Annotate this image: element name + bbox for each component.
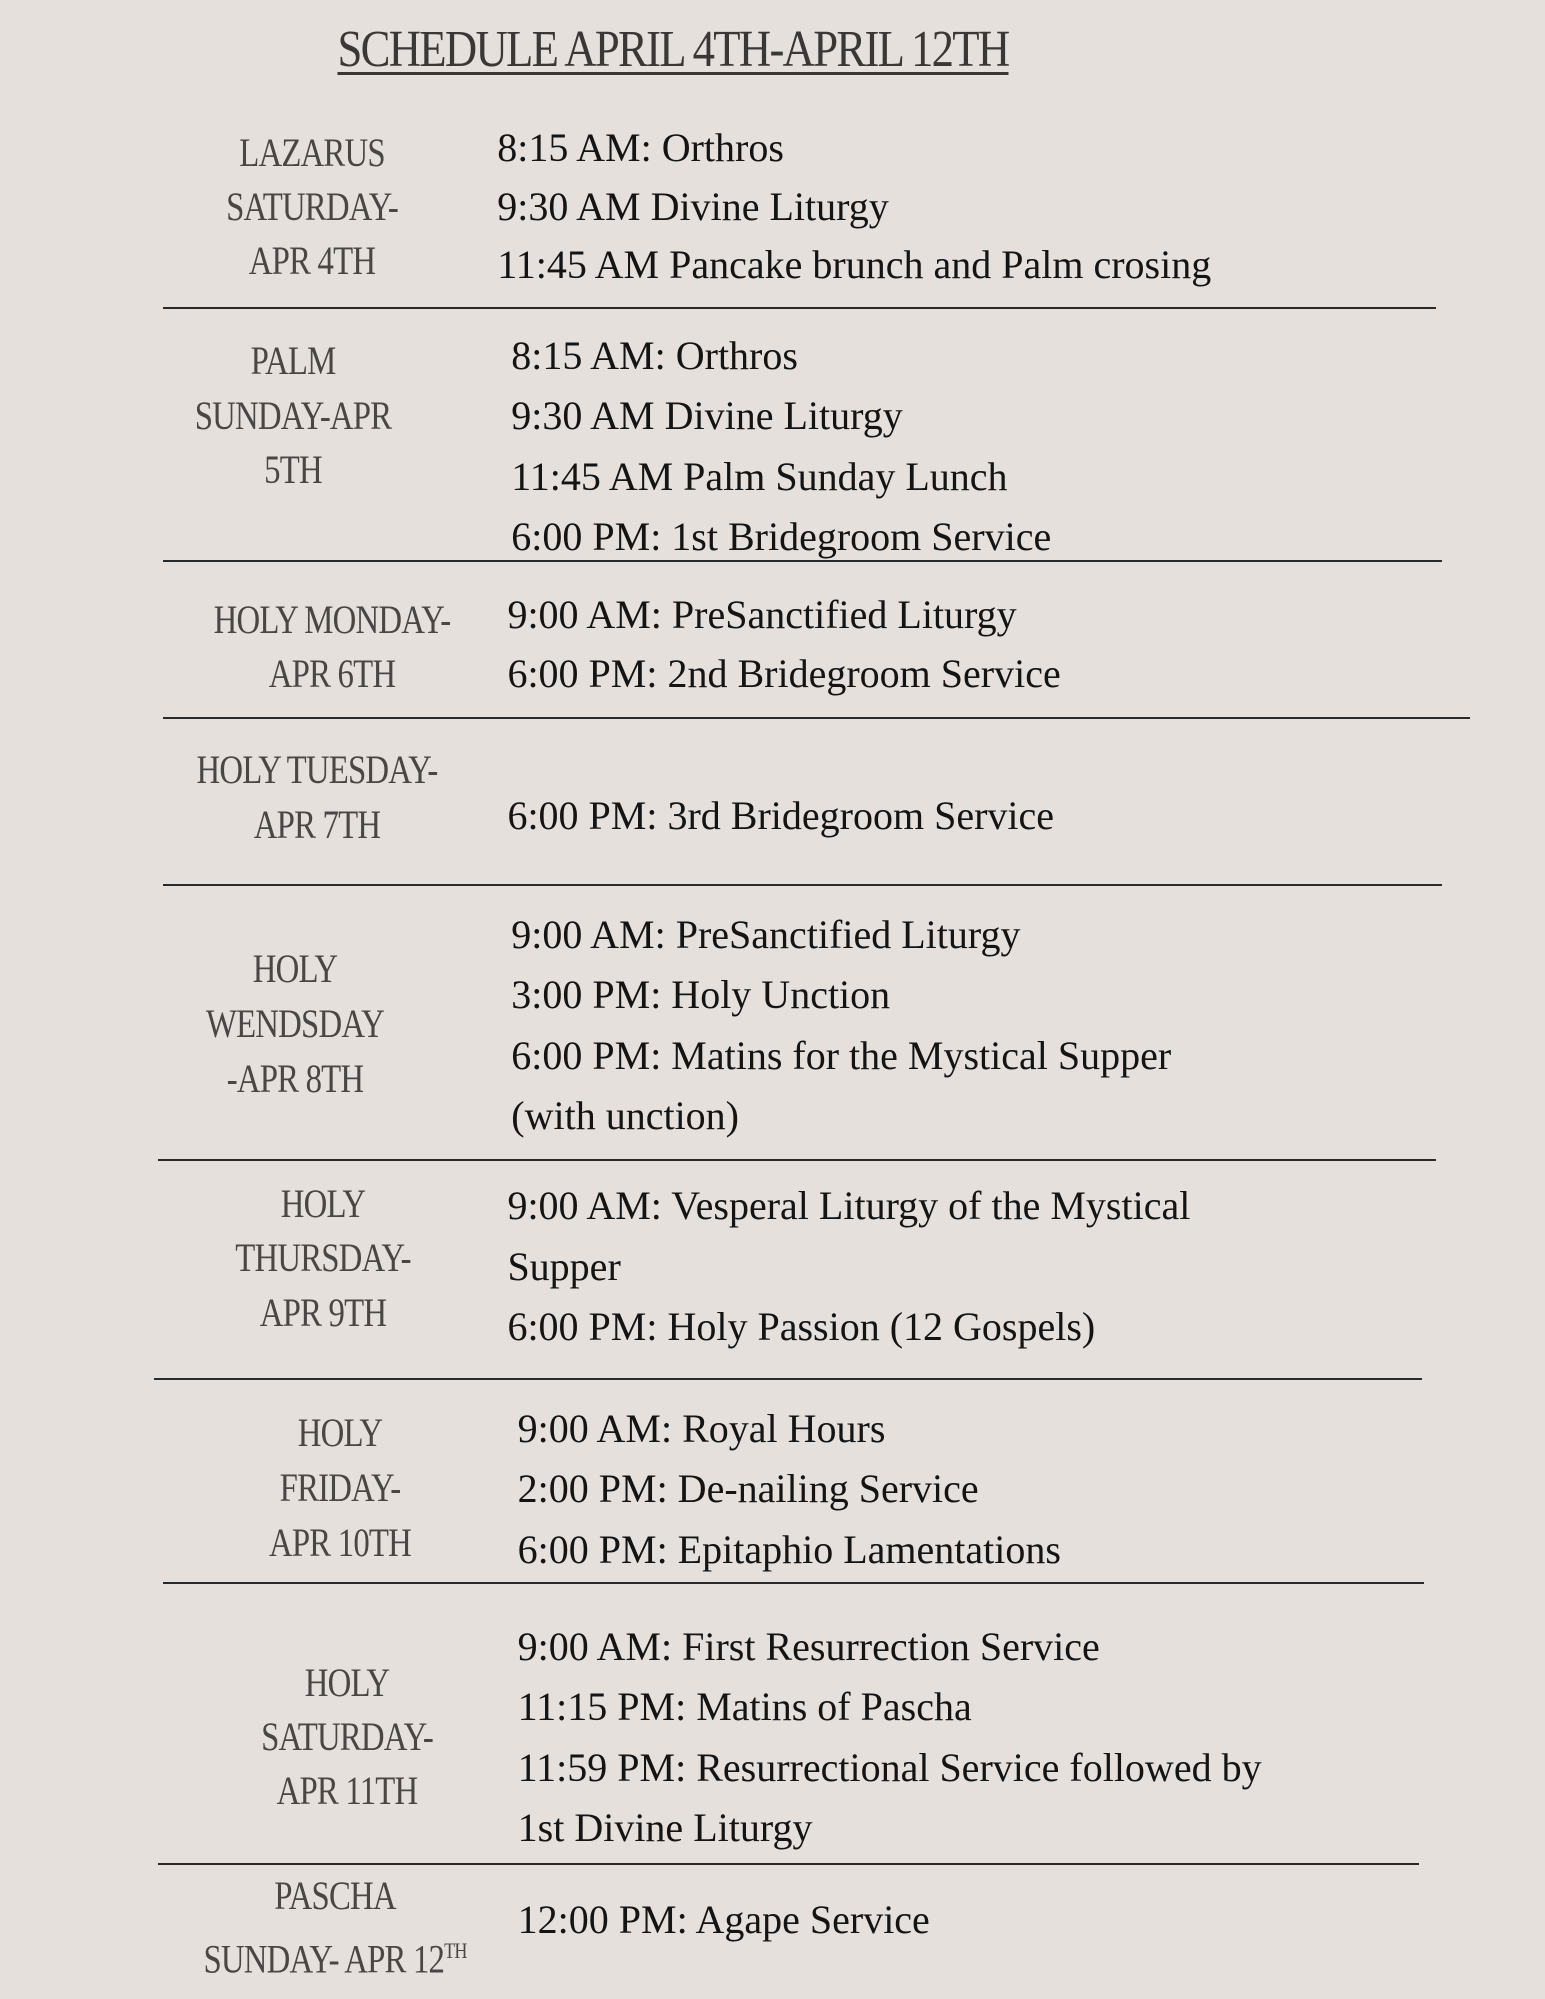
event-line: 6:00 PM: Matins for the Mystical Supper (511, 1032, 1172, 1078)
event-line: 11:59 PM: Resurrectional Service followed by (517, 1745, 1262, 1791)
day-label-text: HOLY MONDAY- (213, 596, 450, 642)
event-line: 9:00 AM: Royal Hours (517, 1406, 886, 1452)
section-divider (163, 717, 1470, 719)
day-label-line (261, 1713, 433, 1761)
day-label-line (195, 392, 392, 440)
day-label-text: APR 6TH (268, 651, 395, 697)
day-label-line (226, 1055, 362, 1103)
event-line: 9:00 AM: PreSanctified Liturgy (507, 591, 1017, 637)
day-label-text: HOLY (252, 946, 337, 991)
day-label-text: APR 4TH (249, 238, 376, 284)
event-line: 11:15 PM: Matins of Pascha (517, 1684, 972, 1730)
day-label-line (305, 1659, 390, 1707)
day-label-text: 5TH (264, 447, 323, 493)
day-label-text: APR 11TH (276, 1768, 418, 1814)
day-label-text: HOLY TUESDAY- (197, 747, 438, 793)
event-line: 9:30 AM Divine Liturgy (497, 183, 889, 229)
day-label-text: HOLY (298, 1410, 383, 1456)
event-line: 12:00 PM: Agape Service (517, 1897, 930, 1943)
day-label-text: SUNDAY-APR (194, 392, 392, 438)
page-title: SCHEDULE APRIL 4TH-APRIL 12TH (337, 21, 1009, 78)
event-line: 6:00 PM: 3rd Bridegroom Service (507, 793, 1055, 838)
day-label-line (235, 1234, 410, 1282)
event-line: 1st Divine Liturgy (517, 1805, 813, 1851)
event-line: 2:00 PM: De-nailing Service (517, 1466, 979, 1512)
day-label-text: PALM (250, 337, 336, 383)
section-divider (163, 1582, 1424, 1584)
section-divider (163, 560, 1442, 562)
day-label-text: SATURDAY- (226, 183, 399, 229)
day-label-line (226, 183, 398, 231)
day-label-text: HOLY (280, 1180, 365, 1226)
day-label-text: LAZARUS (239, 130, 386, 175)
section-divider (154, 1378, 1421, 1380)
day-label-text: FRIDAY- (280, 1464, 401, 1510)
event-line: 6:00 PM: 2nd Bridegroom Service (507, 651, 1061, 697)
event-line: (with unction) (511, 1092, 739, 1138)
event-line: 9:00 AM: First Resurrection Service (517, 1624, 1100, 1670)
day-label-line (275, 1872, 397, 1920)
event-line: 11:45 AM Pancake brunch and Palm crosing (497, 242, 1212, 288)
event-line: 6:00 PM: Epitaphio Lamentations (517, 1527, 1061, 1573)
day-label-line (204, 1927, 467, 1983)
day-label-line (205, 1000, 383, 1048)
section-divider (163, 307, 1435, 309)
section-divider (158, 1159, 1436, 1161)
event-line: 6:00 PM: 1st Bridegroom Service (511, 513, 1052, 559)
day-label-text: WENDSDAY (205, 1000, 384, 1046)
day-label-line (269, 1519, 411, 1567)
section-divider (158, 1863, 1419, 1865)
event-line: 11:45 AM Palm Sunday Lunch (511, 453, 1008, 499)
event-line: 9:30 AM Divine Liturgy (511, 392, 903, 438)
day-label-line (259, 1289, 385, 1337)
day-label-line (252, 945, 337, 993)
day-label-text: HOLY (304, 1660, 390, 1705)
day-label-text: -APR 8TH (226, 1055, 363, 1101)
day-label-line (240, 129, 386, 177)
day-label-line (280, 1464, 401, 1512)
day-label-line (280, 1180, 365, 1228)
day-label-line (197, 746, 438, 794)
section-divider (163, 884, 1442, 886)
event-line: 9:00 AM: PreSanctified Liturgy (511, 911, 1021, 957)
event-line: 3:00 PM: Holy Unction (511, 971, 891, 1017)
event-line: Supper (507, 1244, 621, 1290)
day-label-line (249, 237, 375, 285)
day-label-line (213, 596, 450, 644)
event-line: 8:15 AM: Orthros (497, 124, 784, 170)
event-line: 9:00 AM: Vesperal Liturgy of the Mystical (507, 1183, 1191, 1229)
day-label-line (254, 801, 380, 849)
day-label-line (264, 446, 322, 494)
day-label-text: APR 10TH (269, 1519, 412, 1565)
event-line: 8:15 AM: Orthros (511, 332, 798, 378)
event-line: 6:00 PM: Holy Passion (12 Gospels) (507, 1304, 1096, 1350)
day-label-text: APR 9TH (259, 1290, 386, 1336)
day-label-line (298, 1409, 383, 1457)
day-label-line (268, 650, 394, 698)
day-label-text: APR 7TH (254, 801, 381, 847)
day-label-line (251, 337, 336, 385)
ordinal-suffix: TH (444, 1937, 467, 1963)
day-label-text: PASCHA (274, 1872, 397, 1918)
day-label-text: SUNDAY- APR 12 (203, 1936, 445, 1982)
day-label-text: SATURDAY- (260, 1713, 433, 1759)
day-label-text: THURSDAY- (234, 1235, 411, 1281)
day-label-line (276, 1767, 417, 1815)
